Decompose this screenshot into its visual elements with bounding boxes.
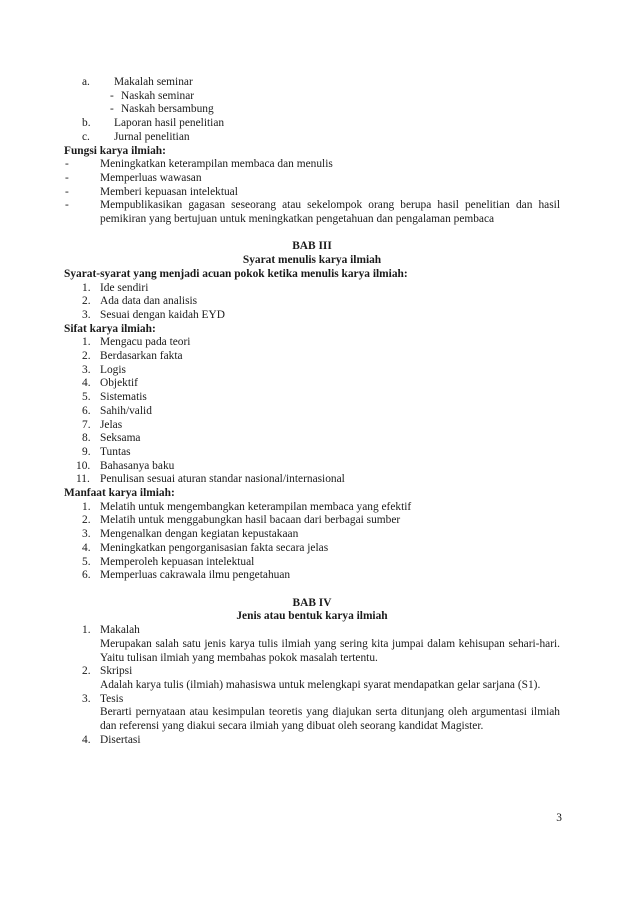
list-item-text: Makalah seminar (114, 76, 193, 88)
list-item-text: Naskah seminar (121, 89, 195, 102)
list-item-text: Sistematis (100, 391, 147, 404)
list-item (64, 542, 560, 556)
section-heading-syarat: Syarat-syarat yang menjadi acuan pokok ketika menulis karya ilmiah: (64, 267, 408, 280)
list-item-text: Logis (100, 363, 126, 376)
list-item-title: Skripsi (100, 665, 133, 678)
section-heading-fungsi: Fungsi karya ilmiah: (64, 144, 166, 157)
list-item-description: Adalah karya tulis (ilmiah) mahasiswa untuk melengkapi syarat mendapatkan gelar sarjana (S1). (100, 678, 541, 691)
list-item (64, 432, 560, 446)
list-item-text: Memperluas cakrawala ilmu pengetahuan (100, 569, 291, 582)
chapter-title: BAB III (292, 240, 332, 253)
list-item (64, 158, 560, 172)
list-item (64, 172, 560, 186)
list-item-text: Meningkatkan pengorganisasian fakta secara jelas (100, 541, 329, 554)
list-item (64, 569, 560, 583)
list-marker: 2. (82, 665, 91, 678)
list-marker: 6. (82, 569, 91, 582)
list-item-text: Jelas (100, 418, 123, 431)
list-item (64, 528, 560, 542)
list-marker: b. (82, 117, 91, 130)
list-item (64, 377, 560, 391)
list-marker: 2. (82, 514, 91, 527)
list-item-text: Melatih untuk mengembangkan keterampilan membaca yang efektif (100, 500, 412, 513)
page-content (64, 76, 560, 747)
list-marker: 4. (82, 377, 91, 390)
list-item (64, 295, 560, 309)
list-marker: a. (82, 76, 90, 88)
list-item (64, 350, 560, 364)
list-item-jurnal (64, 131, 560, 145)
list-marker: 2. (82, 295, 91, 308)
list-marker: - (65, 199, 69, 212)
list-marker: 9. (82, 445, 91, 458)
list-marker: - (65, 185, 69, 198)
spacer (64, 227, 560, 241)
list-item (64, 514, 560, 528)
list-marker: 6. (82, 404, 91, 417)
list-item-title: Makalah (100, 624, 140, 637)
list-item-skripsi (64, 665, 560, 692)
list-item-text: Jurnal penelitian (114, 130, 190, 143)
list-marker: 4. (82, 733, 91, 746)
list-item (64, 556, 560, 570)
list-marker: 10. (76, 459, 91, 472)
list-item-text: Ada data dan analisis (100, 295, 198, 308)
list-item-text: Bahasanya baku (100, 459, 175, 472)
list-item (64, 336, 560, 350)
list-item-text: Memperoleh kepuasan intelektual (100, 555, 255, 568)
list-marker: - (110, 89, 114, 102)
list-item-makalah-seminar (64, 76, 560, 90)
list-item-description: Merupakan salah satu jenis karya tulis ilmiah yang sering kita jumpai dalam kehisupan sehari-hari. Yaitu tulisan ilmiah yang membahas pokok masalah tertentu. (100, 637, 560, 664)
list-marker: 1. (82, 336, 91, 349)
list-marker: c. (82, 130, 90, 143)
list-item-text: Naskah bersambung (121, 103, 214, 116)
list-item (64, 199, 560, 226)
list-item (64, 391, 560, 405)
list-item-text: Mengacu pada teori (100, 336, 191, 349)
list-item (64, 446, 560, 460)
list-marker: - (65, 171, 69, 184)
list-item-disertasi (64, 734, 560, 748)
list-marker: 4. (82, 541, 91, 554)
list-item-naskah-seminar (64, 90, 560, 104)
list-item-text: Memberi kepuasan intelektual (100, 185, 238, 198)
list-item-makalah (64, 624, 560, 665)
page-number: 3 (556, 812, 562, 824)
list-marker: 11. (76, 473, 90, 486)
chapter-subtitle: Jenis atau bentuk karya ilmiah (236, 610, 388, 623)
list-item-text: Seksama (100, 432, 141, 445)
list-item-naskah-bersambung (64, 103, 560, 117)
list-marker: 2. (82, 350, 91, 363)
list-item-laporan (64, 117, 560, 131)
list-item (64, 364, 560, 378)
list-item (64, 309, 560, 323)
list-item (64, 405, 560, 419)
list-marker: 1. (82, 500, 91, 513)
list-item-text: Sahih/valid (100, 404, 152, 417)
list-item-text: Memperluas wawasan (100, 171, 202, 184)
list-marker: - (110, 103, 114, 116)
list-marker: 1. (82, 281, 91, 294)
list-item (64, 501, 560, 515)
list-marker: 3. (82, 363, 91, 376)
list-item-tesis (64, 693, 560, 734)
chapter-subtitle: Syarat menulis karya ilmiah (242, 254, 382, 267)
list-marker: - (65, 158, 69, 171)
list-marker: 7. (82, 418, 91, 431)
list-item-text: Tuntas (100, 445, 131, 458)
chapter-title: BAB IV (292, 596, 332, 609)
list-marker: 3. (82, 308, 91, 321)
list-item-text: Ide sendiri (100, 281, 149, 294)
list-marker: 3. (82, 528, 91, 541)
list-item (64, 186, 560, 200)
list-item-text: Sesuai dengan kaidah EYD (100, 308, 225, 321)
list-item-text: Laporan hasil penelitian (114, 117, 225, 130)
spacer (64, 583, 560, 597)
list-item (64, 460, 560, 474)
list-item (64, 419, 560, 433)
list-item-text: Mempublikasikan gagasan seseorang atau sekelompok orang berupa hasil penelitian dan hasil pemikiran yang bertujuan untuk meningkatkan pengetahuan dan pengalaman pembaca (100, 199, 560, 226)
list-item-title: Tesis (100, 692, 124, 705)
list-item-description: Berarti pernyataan atau kesimpulan teoretis yang diajukan serta ditunjang oleh argumentasi ilmiah dan referensi yang diakui secara ilmiah yang dibuat oleh seorang kandidat Magister. (100, 706, 560, 733)
list-marker: 5. (82, 391, 91, 404)
list-item-text: Mengenalkan dengan kegiatan kepustakaan (100, 528, 299, 541)
list-item-text: Meningkatkan keterampilan membaca dan menulis (100, 158, 333, 171)
list-item-text: Objektif (100, 377, 138, 390)
list-item-text: Berdasarkan fakta (100, 350, 183, 363)
section-heading-sifat: Sifat karya ilmiah: (64, 322, 156, 335)
list-marker: 8. (82, 432, 91, 445)
list-item (64, 282, 560, 296)
list-marker: 5. (82, 555, 91, 568)
list-marker: 1. (82, 624, 91, 637)
list-item-title: Disertasi (100, 733, 141, 746)
section-heading-manfaat: Manfaat karya ilmiah: (64, 487, 175, 500)
list-marker: 3. (82, 692, 91, 705)
list-item (64, 473, 560, 487)
list-item-text: Penulisan sesuai aturan standar nasional/internasional (100, 473, 345, 486)
list-item-text: Melatih untuk menggabungkan hasil bacaan dari berbagai sumber (100, 514, 401, 527)
